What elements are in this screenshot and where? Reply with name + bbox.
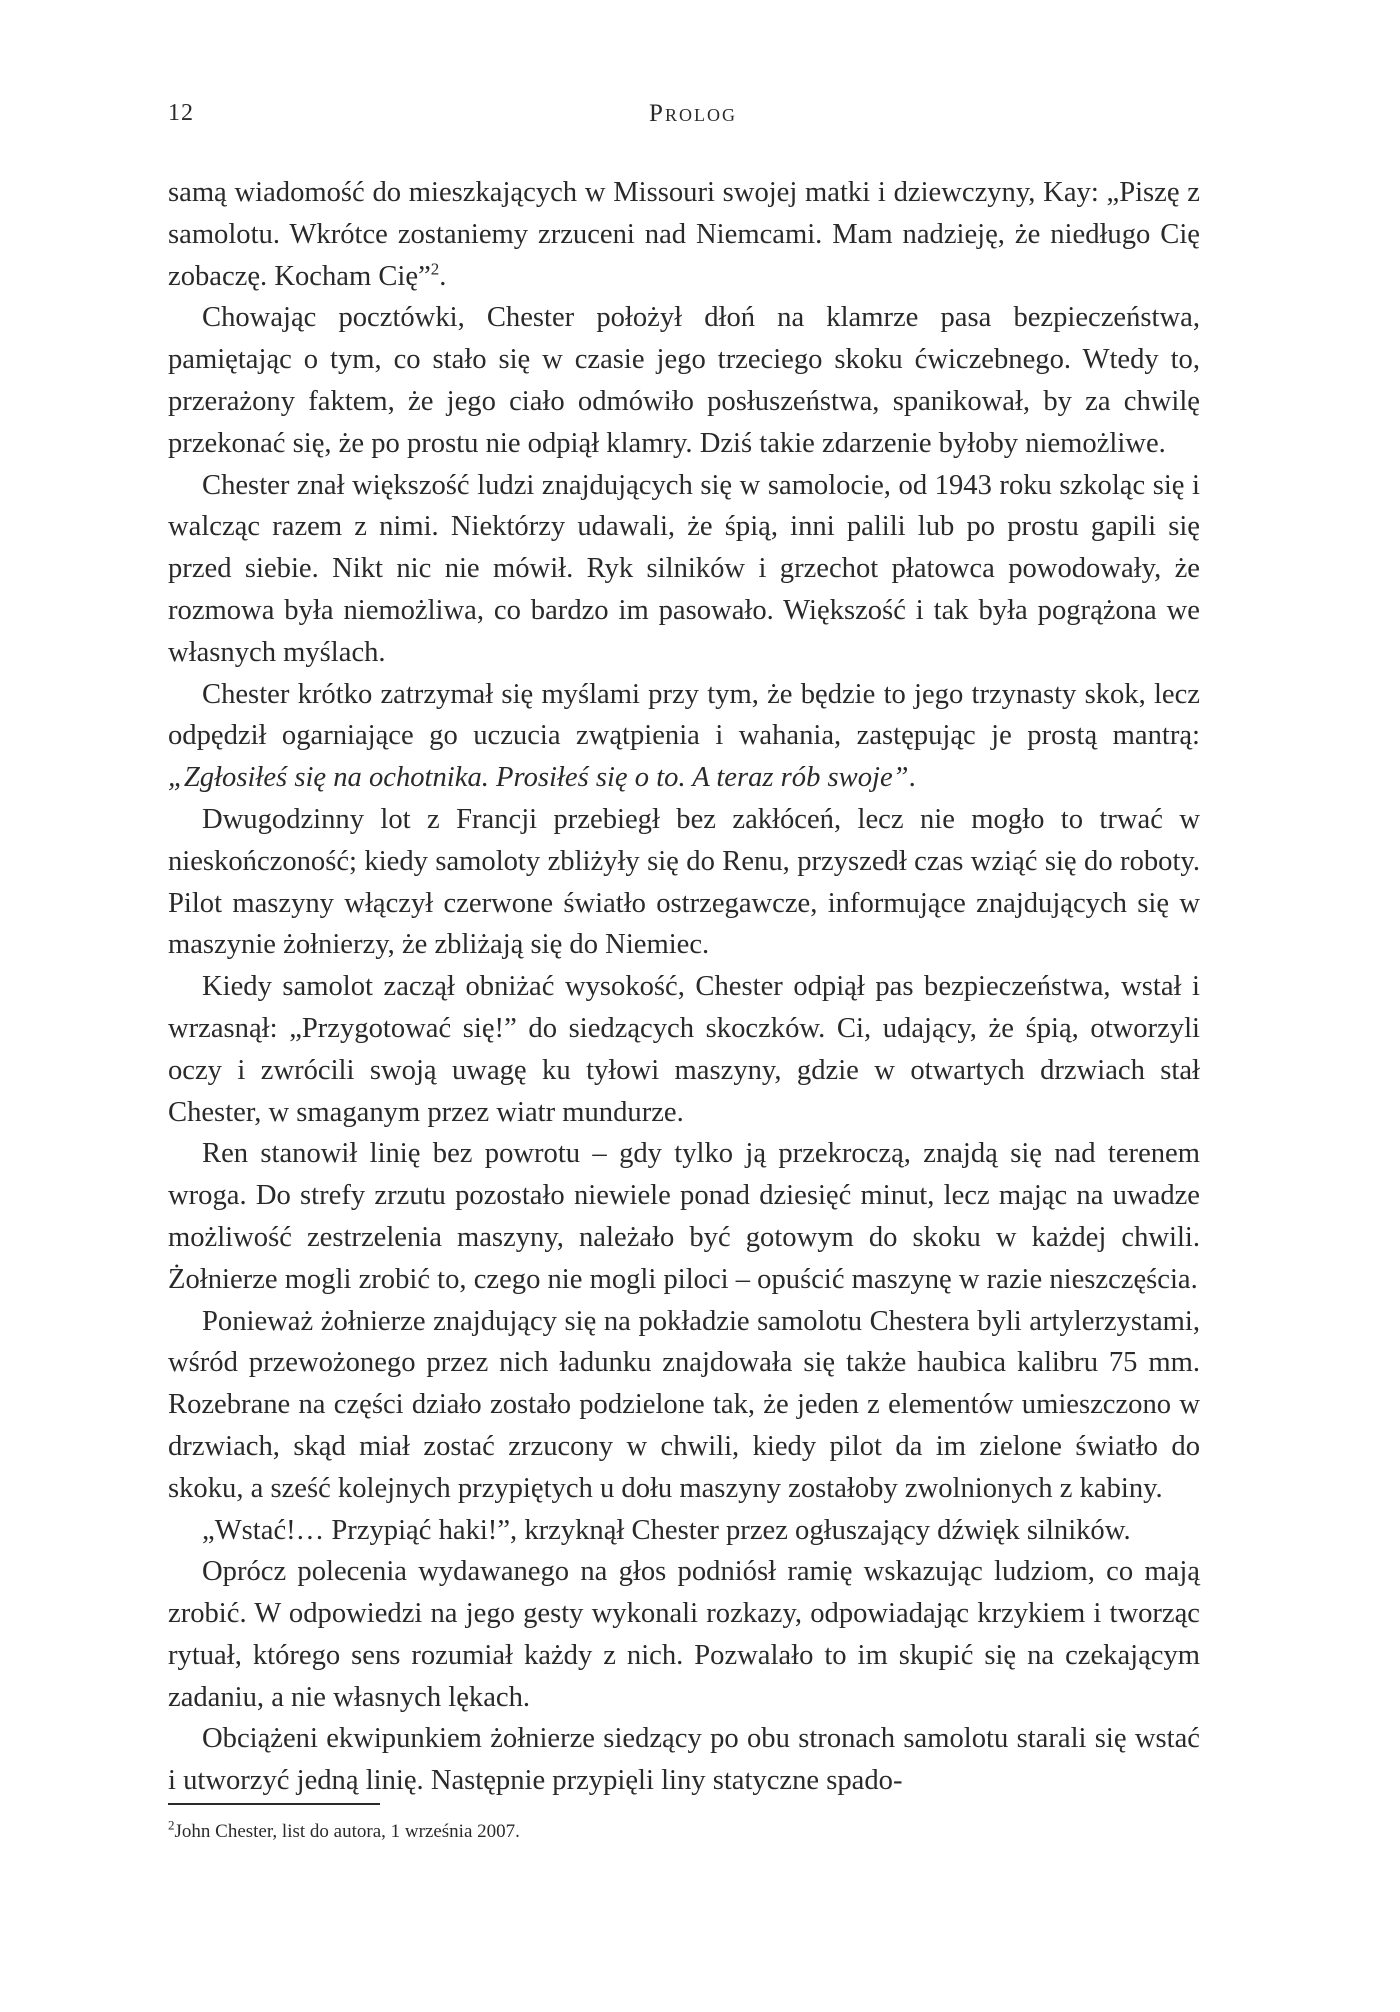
footnote-divider (168, 1803, 380, 1805)
paragraph-8: Ponieważ żołnierze znajdujący się na pokładzie samolotu Chestera byli artylerzystami, wśród przewożonego przez nich ładunku znajdowała się także haubica kalibru 75 mm. Rozebrane na części działo zostało podzielone tak, że jeden z elementów umieszczono w drzwiach, skąd miał zostać zrzucony w chwili, kiedy pilot da im zielone światło do skoku, a sześć kolejnych przypiętych u dołu maszyny zostałoby zwolnionych z kabiny. (168, 1305, 1200, 1504)
paragraph-7: Ren stanowił linię bez powrotu – gdy tylko ją przekroczą, znajdą się nad terenem wroga. Do strefy zrzutu pozostało niewiele ponad dziesięć minut, lecz mając na uwadze możliwość zestrzelenia maszyny, należało być gotowym do skoku w każdej chwili. Żołnierze mogli zrobić to, czego nie mogli piloci – opuścić maszynę w razie nieszczęścia. (168, 1138, 1200, 1295)
paragraph-4: Chester krótko zatrzymał się myślami przy tym, że będzie to jego trzynasty skok, lecz odpędził ogarniające go uczucia zwątpienia i wahania, zastępując je prostą mantrą: „Zgłosiłeś się na ochotnika. Prosiłeś się o to. A teraz rób swoje”. (168, 678, 1200, 794)
paragraph-6: Kiedy samolot zaczął obniżać wysokość, Chester odpiął pas bezpieczeństwa, wstał i wrzasnął: „Przygotować się!” do siedzących skoczków. Ci, udający, że śpią, otworzyli oczy i zwrócili swoją uwagę ku tyłowi maszyny, gdzie w otwartych drzwiach stał Chester, w smaganym przez wiatr mundurze. (168, 971, 1200, 1128)
paragraph-1: samą wiadomość do mieszkających w Missouri swojej matki i dziewczyny, Kay: „Piszę z samolotu. Wkrótce zostaniemy zrzuceni nad Niemcami. Mam nadzieję, że niedługo Cię zobaczę. Kocham Cię”$^2$. (168, 177, 1200, 292)
paragraph-10: Oprócz polecenia wydawanego na głos podniósł ramię wskazując ludziom, co mają zrobić. W odpowiedzi na jego gesty wykonali rozkazy, odpowiadając krzykiem i tworząc rytuał, którego sens rozumiał każdy z nich. Pozwalało to im skupić się na czekającym zadaniu, a nie własnych lękach. (168, 1556, 1200, 1713)
paragraph-11: Obciążeni ekwipunkiem żołnierze siedzący po obu stronach samolotu starali się wstać i utworzyć jedną linię. Następnie przypięli liny statyczne spado- (168, 1723, 1200, 1797)
footnote-text: John Chester, list do autora, 1 września 2007. (174, 1821, 520, 1842)
footnote-mark: 2 (168, 1817, 175, 1833)
running-head: Prolog (649, 100, 737, 127)
page-header (168, 100, 1218, 136)
paragraph-5: Dwugodzinny lot z Francji przebiegł bez zakłóceń, lecz nie mogło to trwać w nieskończoność; kiedy samoloty zbliżyły się do Renu, przyszedł czas wziąć się do roboty. Pilot maszyny włączył czerwone światło ostrzegawcze, informujące znajdujących się w maszynie żołnierzy, że zbliżają się do Niemiec. (168, 803, 1200, 961)
paragraph-3: Chester znał większość ludzi znajdujących się w samolocie, od 1943 roku szkoląc się i walcząc razem z nimi. Niektórzy udawali, że śpią, inni palili lub po prostu gapili się przed siebie. Nikt nic nie mówił. Ryk silników i grzechot płatowca powodowały, że rozmowa była niemożliwa, co bardzo im pasowało. Większość i tak była pogrążona we własnych myślach. (168, 469, 1200, 668)
paragraph-2: Chowając pocztówki, Chester położył dłoń na klamrze pasa bezpieczeństwa, pamiętając o tym, co stało się w czasie jego trzeciego skoku ćwiczebnego. Wtedy to, przerażony faktem, że jego ciało odmówiło posłuszeństwa, spanikował, by za chwilę przekonać się, że po prostu nie odpiął klamry. Dziś takie zdarzenie byłoby niemożliwe. (168, 302, 1200, 459)
footnote (168, 1819, 1200, 1845)
footnote-reference[interactable]: 2 (430, 259, 440, 279)
paragraph-9: „Wstać!… Przypiąć haki!”, krzyknął Chester przez ogłuszający dźwięk silników. (202, 1514, 1131, 1546)
mantra-quote: „Zgłosiłeś się na ochotnika. Prosiłeś się o to. A teraz rób swoje” (168, 762, 909, 794)
body-text (168, 172, 1200, 1802)
page-number: 12 (168, 100, 194, 126)
